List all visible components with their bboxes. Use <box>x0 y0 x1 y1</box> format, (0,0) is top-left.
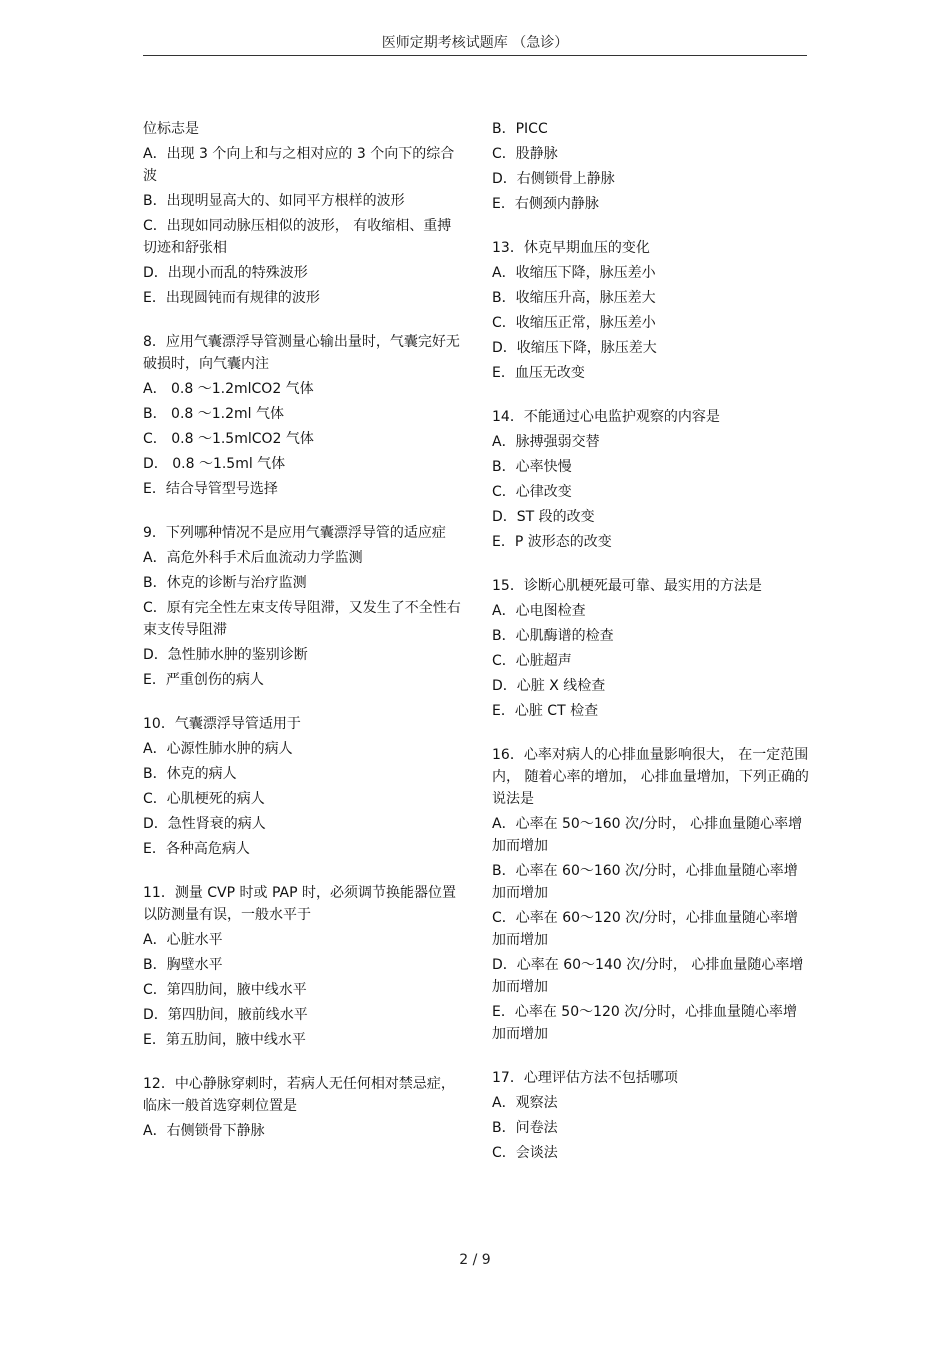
option-line: E．各种高危病人 <box>143 841 250 857</box>
question-block <box>492 118 810 215</box>
option-line: A．心率在 50～160 次/分时， 心排血量随心率增加而增加 <box>492 816 803 854</box>
option-line: B．心肌酶谱的检查 <box>492 628 614 644</box>
page-header-title: 医师定期考核试题库 （急诊） <box>381 35 569 51</box>
option-line: D．心率在 60～140 次/分时， 心排血量随心率增加而增加 <box>492 957 804 995</box>
question-line: 16．心率对病人的心排血量影响很大， 在一定范围内， 随着心率的增加， 心排血量增加，下列正确的说法是 <box>492 747 809 807</box>
question-block <box>492 1067 810 1164</box>
question-line: 15．诊断心肌梗死最可靠、最实用的方法是 <box>492 578 762 594</box>
question-block <box>492 237 810 384</box>
option-line: C．心脏超声 <box>492 653 572 669</box>
option-line: C．心率在 60～120 次/分时，心排血量随心率增加而增加 <box>492 910 798 948</box>
option-line: E．右侧颈内静脉 <box>492 196 599 212</box>
option-line: D． 0.8 ～1.5ml 气体 <box>143 456 286 472</box>
option-line: C．心肌梗死的病人 <box>143 791 265 807</box>
question-block <box>143 118 463 309</box>
option-line: A．收缩压下降，脉压差小 <box>492 265 656 281</box>
option-line: E．出现圆钝而有规律的波形 <box>143 290 320 306</box>
option-line: D．急性肺水肿的鉴别诊断 <box>143 647 308 663</box>
option-line: E．第五肋间，腋中线水平 <box>143 1032 306 1048</box>
question-line: 17．心理评估方法不包括哪项 <box>492 1070 678 1086</box>
option-line: D．右侧锁骨上静脉 <box>492 171 615 187</box>
question-block <box>143 882 463 1051</box>
option-line: E．结合导管型号选择 <box>143 481 278 497</box>
question-line: 9．下列哪种情况不是应用气囊漂浮导管的适应症 <box>143 525 446 541</box>
right-column <box>492 118 810 1186</box>
option-line: A．出现 3 个向上和与之相对应的 3 个向下的综合波 <box>143 146 455 184</box>
left-column <box>143 118 463 1164</box>
option-line: E．心脏 CT 检查 <box>492 703 599 719</box>
option-line: B．休克的病人 <box>143 766 237 782</box>
option-line: A．心源性肺水肿的病人 <box>143 741 293 757</box>
option-line: D．收缩压下降，脉压差大 <box>492 340 657 356</box>
question-line: 11．测量 CVP 时或 PAP 时，必须调节换能器位置以防测量有误，一般水平于 <box>143 885 456 923</box>
question-block <box>143 1073 463 1142</box>
option-line: C．收缩压正常，脉压差小 <box>492 315 656 331</box>
question-block <box>143 713 463 860</box>
option-line: C．原有完全性左束支传导阻滞，又发生了不全性右束支传导阻滞 <box>143 600 461 638</box>
option-line: B．心率在 60～160 次/分时，心排血量随心率增加而增加 <box>492 863 798 901</box>
option-line: D．ST 段的改变 <box>492 509 595 525</box>
option-line: D．心脏 X 线检查 <box>492 678 606 694</box>
option-line: B． 0.8 ～1.2ml 气体 <box>143 406 285 422</box>
option-line: E．心率在 50～120 次/分时，心排血量随心率增加而增加 <box>492 1004 797 1042</box>
option-line: C． 0.8 ～1.5mlCO2 气体 <box>143 431 314 447</box>
question-line: B．PICC <box>492 121 548 137</box>
option-line: A． 0.8 ～1.2mlCO2 气体 <box>143 381 314 397</box>
option-line: A．心电图检查 <box>492 603 586 619</box>
option-line: B．心率快慢 <box>492 459 572 475</box>
question-line: 位标志是 <box>143 121 199 137</box>
option-line: A．右侧锁骨下静脉 <box>143 1123 265 1139</box>
option-line: B．出现明显高大的、如同平方根样的波形 <box>143 193 405 209</box>
option-line: C．心律改变 <box>492 484 572 500</box>
option-line: E．P 波形态的改变 <box>492 534 612 550</box>
option-line: A．脉搏强弱交替 <box>492 434 600 450</box>
option-line: D．出现小而乱的特殊波形 <box>143 265 308 281</box>
question-block <box>143 522 463 691</box>
option-line: C．会谈法 <box>492 1145 558 1161</box>
option-line: C．出现如同动脉压相似的波形， 有收缩相、重搏切迹和舒张相 <box>143 218 452 256</box>
option-line: E．严重创伤的病人 <box>143 672 264 688</box>
question-block <box>492 406 810 553</box>
question-line: 8．应用气囊漂浮导管测量心输出量时，气囊完好无破损时，向气囊内注 <box>143 334 460 372</box>
question-line: 12．中心静脉穿刺时，若病人无任何相对禁忌症，临床一般首选穿刺位置是 <box>143 1076 455 1114</box>
option-line: B．胸壁水平 <box>143 957 223 973</box>
question-line: 13．休克早期血压的变化 <box>492 240 650 256</box>
option-line: B．收缩压升高，脉压差大 <box>492 290 656 306</box>
question-block <box>143 331 463 500</box>
option-line: C．股静脉 <box>492 146 558 162</box>
option-line: A．高危外科手术后血流动力学监测 <box>143 550 363 566</box>
page-number: 2 / 9 <box>459 1252 491 1268</box>
question-block <box>492 575 810 722</box>
option-line: A．观察法 <box>492 1095 558 1111</box>
option-line: B．问卷法 <box>492 1120 558 1136</box>
option-line: C．第四肋间，腋中线水平 <box>143 982 307 998</box>
option-line: D．第四肋间，腋前线水平 <box>143 1007 308 1023</box>
question-block <box>492 744 810 1045</box>
question-line: 14．不能通过心电监护观察的内容是 <box>492 409 720 425</box>
question-line: 10．气囊漂浮导管适用于 <box>143 716 301 732</box>
option-line: A．心脏水平 <box>143 932 223 948</box>
option-line: E．血压无改变 <box>492 365 585 381</box>
header-divider <box>143 55 807 56</box>
option-line: B．休克的诊断与治疗监测 <box>143 575 307 591</box>
option-line: D．急性肾衰的病人 <box>143 816 266 832</box>
